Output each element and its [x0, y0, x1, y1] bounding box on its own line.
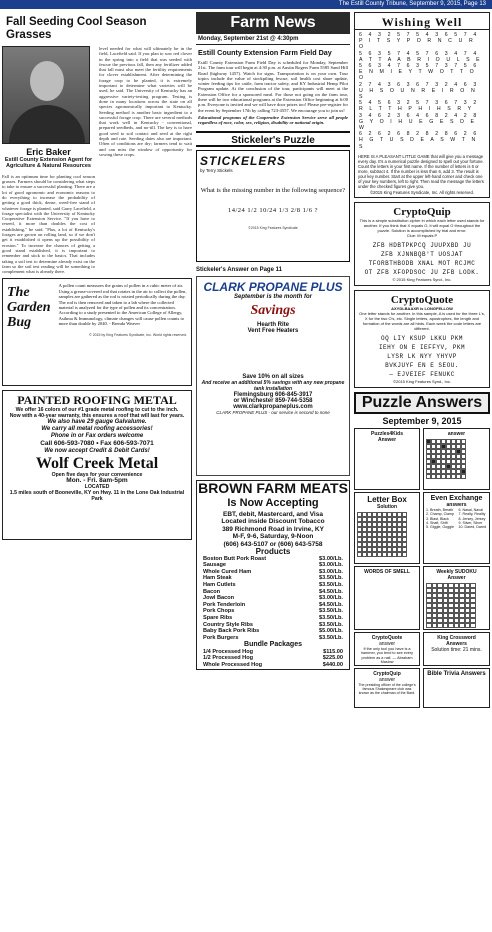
product-row	[197, 595, 349, 602]
wishing-well-copyright: ©2015 King Features Syndicate, Inc. All rights reserved.	[370, 189, 474, 195]
bundle-title: Bundle Packages	[244, 641, 302, 649]
bundle-row	[197, 662, 349, 669]
wishing-well-grid	[354, 30, 490, 152]
product-row	[197, 622, 349, 629]
roofing-line-2: Now with a 40-year warranty, this ensures a roof that will last for years.	[9, 413, 185, 420]
product-row	[197, 635, 349, 642]
cryptoquip-line: ZFB XJNNBQB'T UOSJAT	[380, 250, 463, 258]
product-row-name: Sausage	[203, 562, 227, 569]
product-row	[197, 608, 349, 615]
roofing-ad	[2, 390, 192, 540]
propane-name: CLARK PROPANE PLUS	[203, 279, 343, 294]
even-exchange-item: 9. Silver, Sliver	[458, 521, 483, 526]
column-1	[2, 12, 192, 540]
cryptoquote-line: IEHY ON E IEFFYV, PKM	[378, 343, 466, 351]
propane-phone-1: Flemingsburg 606-845-3917	[233, 391, 313, 398]
cryptoquip-line: OT ZFB XFOPDSOC JU ZFB LODK.	[364, 268, 480, 276]
king-crossword-sub: Answers	[446, 640, 467, 647]
brown-products-title: Products	[255, 547, 291, 557]
product-row-name: Ham Cutlets	[203, 581, 236, 588]
wishing-well-row: R L T T H P H I H S R Y	[359, 106, 474, 113]
author-name: Eric Baker	[26, 147, 71, 157]
wishing-well-row: 3 4 6 2 3 6 4 6 8 2 4 2 8	[359, 112, 479, 119]
bundle-row-price: $225.00	[322, 655, 343, 662]
product-row-price: $3.50/Lb.	[319, 581, 343, 588]
even-exchange-item: 2. Champ, Clamp	[426, 512, 454, 517]
product-row-name: Bacon	[203, 588, 221, 595]
garden-copyright: © 2015 by King Features Syndicate, Inc. World rights reserved.	[89, 332, 187, 337]
even-exchange-title: Even Exchange	[430, 494, 483, 502]
product-row	[197, 589, 349, 596]
product-row-price: $3.00/Lb.	[319, 562, 343, 569]
stickeler-byline: by Terry Stickels	[200, 167, 233, 173]
product-row-name: Spare Ribs	[203, 614, 233, 621]
king-crossword-answer	[423, 632, 490, 666]
letterbox-grid	[357, 512, 417, 557]
brown-address: 389 Richmond Road in Irvine, KY	[222, 525, 324, 533]
king-crossword-title: King Crossword	[437, 634, 476, 641]
bundle-row-name: 1/4 Processed Hog	[203, 648, 254, 655]
puzzle-answers-date: September 9, 2015	[382, 415, 462, 426]
even-exchange-item: 5. Giggle, Goggle	[426, 525, 454, 530]
even-exchange-answer	[423, 492, 490, 564]
brown-hours: M-F, 9-6, Saturday, 9-Noon	[232, 533, 314, 541]
author-byline	[2, 147, 95, 170]
cryptoquip-answer-text: The presiding officer of the college's famous Shakespeare club was known as the chairman of the Bard.	[358, 682, 416, 696]
article-text-left: Fall is an optimum time for planting cool season grasses. Farmers should be considering what steps to take to ensure a successful planting. There are a lot of good agronomic and economic reasons to do everything to increase the probability of getting a good thick, dense, weed-free stand of whatever forage is planted, said Garry Lacefield, a forage specialist with the University of Kentucky Cooperative Extension Service. "If you have to reseed, it more than doubles the cost of establishing," he said. "Plus, a lot of Kentucky's forages are grown on rolling land, so if we don't get it established it opens up the possibility of erosion." To increase the chances of getting a good stand established, it is important to remember and stick to the basics. That includes taking a soil test to determine already exist on the farm so the soil test reading will be something to complement what is already there.	[2, 173, 95, 275]
roofing-located: LOCATED	[84, 484, 110, 491]
wishing-well-row: 6 4 3 2 5 7 5 4 3 6 5 7 4	[359, 32, 479, 38]
product-row	[197, 556, 349, 563]
bible-trivia-title: Bible Trivia Answers	[427, 670, 486, 677]
masthead: The Estill County Tribune, September 9, 2015, Page 13	[0, 0, 492, 9]
cryptoquote-title: CryptoQuote	[390, 293, 454, 306]
product-row	[197, 575, 349, 582]
wishing-well-row: 5 4 5 6 3 2 5 7 3 6 7 3 2	[359, 100, 479, 107]
puzzles4kids-sub: Answer	[377, 436, 397, 443]
product-row-price: $3.50/Lb.	[319, 614, 343, 621]
product-row	[197, 569, 349, 576]
cryptoquote-instructions: One letter stands for another. In this sample, A is used for the three L's, X for the two O's, etc. Single letters, apostrophes, the length and formation of the words are all hints. Each week the code letters are different.	[359, 310, 485, 331]
article-body	[2, 46, 192, 274]
brown-location: Located inside Discount Tobacco	[221, 518, 325, 526]
sudoku-sub: Answer	[447, 574, 466, 581]
stickeler-sequence: 14/24 1/2 10/24 1/3 2/8 1/6 ?	[228, 206, 318, 214]
product-row-name: Jowl Bacon	[203, 595, 235, 602]
farm-date: Monday, September 21st @ 4:30pm	[196, 34, 350, 45]
even-exchange-item: 3. Blast, Black	[426, 516, 449, 521]
wishing-well-row: 5 6 3 4 7 6 3 5 7 3 7 5 6	[359, 63, 479, 70]
wishing-well-row: G Y O I H U E G E S D E W	[359, 118, 477, 132]
propane-receive: And receive an additional 5% savings with any new propane tank installation	[201, 379, 345, 392]
product-row	[197, 628, 349, 635]
cryptoquote-key: AXYDLBAAXR is LONGFELLOW	[391, 305, 453, 311]
stickeler-logo: STICKELERS	[200, 153, 287, 168]
product-row-price: $4.50/Lb.	[319, 588, 343, 595]
wishing-well-row: 5 6 3 5 7 4 5 7 6 3 4 7 4	[359, 50, 479, 57]
wishing-well-title: Wishing Well	[354, 12, 490, 30]
cryptoquip-instructions: This is a simple substitution cipher in which each letter used stands for another. If you think that X equals O, it will equal O throughout the puzzle. Solution is accomplished by trial and error.	[359, 217, 485, 233]
propane-save: Save 10% on all sizes	[242, 373, 304, 380]
cryptoquote-answer-text: If the only tool you have is a hammer, you tend to see every problem as a nail. — Abraham Maslow	[360, 646, 414, 665]
wishing-well-row: A T T A A B R I O U L S E	[359, 56, 483, 63]
roofing-company: Wolf Creek Metal	[35, 455, 159, 473]
product-row-name: Pork Chops	[203, 608, 235, 615]
wishing-well-instructions: HERE IS A PLEASANT LITTLE GAME that will give you a message every day. It's a numerical puzzle designed to spell out your fortune. Count the letters in your first name. If the number of letters is 6 or more, subtract 4. If the number is less than 6, add 3. The result is your key number. Start at the upper left-hand corner and check one of your key numbers, left to right. Then read the message the letters under the checked figures give you.	[358, 153, 484, 189]
farm-note: Educational programs of the Cooperative Extension Service serve all people regardless of race, color, sex, religion, disability or national origin.	[198, 114, 348, 126]
propane-item-2: Vent Free Heaters	[247, 327, 299, 334]
bundle-row	[197, 655, 349, 662]
cryptoquote-answer-sub: answer	[378, 640, 396, 647]
brown-sub: Is Now Accepting	[227, 496, 319, 509]
product-row-price: $3.50/Lb.	[319, 621, 343, 628]
column-3	[354, 12, 490, 708]
roofing-address: 1.5 miles south of Booneville, KY on Hwy. 11 in the Lone Oak Industrial Park	[9, 490, 185, 503]
product-row-name: Country Style Ribs	[203, 621, 254, 628]
article-headline: Fall Seeding Cool Season Grasses	[6, 16, 147, 41]
bundle-row	[197, 649, 349, 656]
grid-cell	[470, 623, 476, 628]
bundle-row-price: $115.00	[323, 648, 343, 655]
grid-cell	[461, 474, 466, 479]
wishing-well-row: P I T S Y P O R N C U R O	[359, 38, 476, 51]
stickeler-box	[196, 150, 350, 262]
cryptoquote-copyright: ©2015 King Features Synd., Inc.	[393, 378, 451, 384]
product-row-name: Whole Cured Ham	[203, 568, 252, 575]
wishing-well-row: 6 2 6 2 6 8 2 8 2 8 6 2 6	[359, 131, 479, 138]
product-row	[197, 615, 349, 622]
product-row-price: $3.50/Lb.	[319, 575, 343, 582]
wishing-well-row: U H S O U N R E I R O N S	[359, 87, 478, 101]
propane-savings: Savings	[250, 302, 296, 318]
garden-bug-text: A pollen count measures the grains of pollen in a cubic meter of air. Using a grease-covered rod that rotates in the air to collect the pollen, samples are gathered as the rod is rotated periodically during the day. The rod is then removed and taken to a lab where the collected material is analyzed for the type of pollen and its concentration. According to a study presented to the American College of Allergy, Asthma & Immunology, climate changes will cause pollen counts to more than double by 2040. - Brenda Weaver	[58, 283, 187, 327]
cryptoquote-code	[358, 334, 486, 379]
cryptoquip-answer-sub: answer	[378, 676, 396, 683]
author-photo	[2, 46, 90, 144]
wishing-well-row: H G T U S D E A S W T N S	[359, 137, 478, 150]
fearless-sub: answer	[447, 430, 466, 437]
cryptoquip-line: TFORBTHBODB XNAL MOT RCJMC	[368, 259, 476, 267]
farm-body: Estill County Extension Farm Field Day is scheduled for Monday, September 21st. The farm tour will begin at 4:30 p.m. at Austin Rogers Farm 5585 Sand Hill Road (highway 1457). Watch for signs. Transportation is on your own. Tour topics include the value of stockpiling fescue, soil health cost share update, winter feeding tips for cattle, farm tractor safety, and KY Industrial Hemp Pilot Program update. At the conclusion of the tour, participants will meet at the Extension Office for a sponsored meal. For those not going on the farm tour, there will be two educational programs at the Extension Office beginning at 6:00 p.m. Everyone is invited and we will have door prizes too! Please pre-register for the event by September 17th by calling 723-4557. We encourage you to join us!	[198, 60, 348, 113]
sudoku-title: Weekly SUDOKU	[436, 568, 477, 575]
bundle-row-name: Whole Processed Hog	[203, 661, 263, 668]
farm-news-title: Farm News	[196, 12, 350, 34]
crossword-mini-grid	[426, 439, 487, 479]
puzzles4kids-answer	[354, 428, 420, 490]
brown-title: BROWN FARM MEATS	[198, 479, 348, 496]
words-of-smell-answer	[354, 566, 420, 630]
garden-bug-box	[2, 278, 192, 386]
puzzles4kids-title: Puzzles4Kids	[371, 430, 403, 437]
product-row-price: $4.50/Lb.	[319, 601, 343, 608]
cryptoquip-answer-title: CryptoQuip	[373, 670, 401, 677]
brown-phone: (606) 643-5107 or (606) 643-5758	[223, 540, 323, 548]
product-row-price: $3.00/Lb.	[319, 568, 343, 575]
cryptoquip-box	[354, 202, 490, 286]
product-row-price: $3.50/Lb.	[319, 634, 343, 641]
letterbox-sub: Solution	[377, 503, 397, 510]
farm-headline: Estill County Extension Farm Field Day	[198, 48, 332, 57]
even-exchange-item: 7. Realty, Reality	[458, 512, 486, 517]
product-list	[197, 556, 349, 642]
propane-item: Hearth Rite	[256, 321, 289, 328]
product-row-price: $3.00/Lb.	[319, 595, 343, 602]
grid-cell	[402, 552, 407, 557]
cryptoquip-title: CryptoQuip	[393, 205, 451, 218]
bundle-list	[197, 649, 349, 669]
even-exchange-item: 4. Shaft, Shift	[426, 521, 448, 526]
fearless-answer	[423, 428, 490, 490]
stickeler-answer-note: Stickeler's Answer on Page 11	[196, 266, 282, 273]
cryptoquote-box	[354, 290, 490, 388]
brown-cards: EBT, debit, Mastercard, and Visa	[223, 510, 323, 518]
wishing-well-row: E N M I E Y T W O T T O O	[359, 69, 477, 82]
propane-web: www.clarkpropaneplus.com	[233, 403, 313, 410]
roofing-line-4: We carry all metal roofing accessories!	[41, 426, 153, 433]
author-title: Estill County Extension Agent for Agriculture & Natural Resources	[4, 157, 93, 170]
wishing-well-text	[354, 152, 490, 198]
product-row-price: $5.00/Lb.	[319, 628, 343, 635]
product-row-price: $3.50/Lb.	[319, 608, 343, 615]
roofing-line-1: We offer 16 colors of our #1 grade metal roofing to cut to the inch.	[15, 407, 179, 414]
cryptoquote-line: LYSR LK NYY YHYVP	[387, 352, 457, 360]
product-row-name: Pork Burgers	[203, 634, 239, 641]
even-exchange-item: 1. Breath, Breath	[426, 507, 454, 512]
sudoku-answer	[423, 566, 490, 630]
propane-month: September is the month for	[233, 293, 312, 300]
propane-phone-2: or Winchester 859-744-5358	[233, 397, 313, 404]
product-row-name: Baby Back Pork Ribs	[203, 628, 260, 635]
cryptoquip-code	[358, 241, 486, 277]
puzzle-answers-title: Puzzle Answers	[354, 392, 490, 414]
product-row-price: $3.00/Lb.	[319, 555, 343, 562]
letterbox-answer	[354, 492, 420, 564]
propane-ad	[196, 276, 350, 476]
even-exchange-item: 6. Nasal, Naval	[458, 507, 483, 512]
roofing-line-6: We now accept Credit & Debit Cards!	[44, 448, 150, 455]
brown-farm-ad	[196, 480, 350, 670]
cryptoquote-line: BVKJUYF EN E SEOU.	[385, 361, 459, 369]
wishing-well-row: 2 7 4 3 6 3 6 7 3 2 4 6 3	[359, 81, 479, 88]
stickeler-question: What is the missing number in the following sequence?	[200, 186, 346, 194]
column-2	[196, 12, 350, 670]
sudoku-grid	[426, 583, 487, 628]
words-of-smell-title: WORDS OF SMELL	[364, 568, 410, 575]
cryptoquote-answer	[354, 632, 420, 666]
roofing-days: Mon. - Fri. 8am-5pm	[66, 477, 128, 485]
product-row	[197, 562, 349, 569]
letterbox-title: Letter Box	[367, 494, 407, 504]
roofing-title: PAINTED ROOFING METAL	[17, 393, 177, 408]
garden-bug-logo: The Garden Bug	[7, 285, 51, 331]
cryptoquote-answer-title: CryptoQuote	[371, 634, 403, 641]
bible-trivia-answer	[423, 668, 490, 708]
bundle-row-price: $440.00	[322, 661, 343, 668]
stickeler-copyright: ©2015 King Features Syndicate	[248, 225, 298, 230]
product-row-name: Pork Tenderloin	[203, 601, 246, 608]
even-exchange-sub: answers	[446, 501, 467, 508]
roofing-phone: Call 606-593-7080 • Fax 606-593-7071	[40, 440, 154, 448]
even-exchange-item: 10. Dared, Dared	[458, 525, 487, 530]
cryptoquote-line: — EJVEIEF FENUKC	[389, 370, 455, 378]
cryptoquote-line: OQ LIY KSUP LKKU PKM	[380, 334, 463, 342]
bundle-row-name: 1/2 Processed Hog	[203, 655, 254, 662]
propane-slogan: CLARK PROPANE PLUS - our service is second to none	[216, 409, 330, 415]
roofing-hours: Open five days for your convenience	[51, 472, 143, 479]
article-text-right: level needed for what will ultimately be in the field, Lacefield said. If you plan to sow red clover in the spring into a field that was seeded with fescue the previous fall, then any fertilizer added that fall must also meet the fertility requirements for clover establishment. After determining the forage crop to be planted, it is extremely important to determine what varieties will be used, he said. The University of Kentucky has an aggressive variety-testing program. Testing is done in many locations across the state on all species agronomically important to Kentucky. Seeding method is another basic ingredient to a successful forage crop. There are several methods that work well in Kentucky - conventional, prepared seedbeds, and no-till. The key is to have good seed to soil contact and seed at the right depth and rate. Seeding dates also are important. Often of conditions are dry; farmers tend to wait and can miss the window of opportunity for sowing these crops.	[99, 46, 192, 157]
even-exchange-item: 8. Jersey, Jersey	[458, 516, 486, 521]
product-row-name: Boston Butt Pork Roast	[203, 555, 267, 562]
king-crossword-time: Solution time: 21 mins.	[431, 646, 482, 653]
roofing-line-3: We also have 29 gauge Galvalume.	[47, 419, 147, 426]
cryptoquip-copyright: © 2015 King Features Synd., Inc.	[392, 276, 452, 282]
product-row-name: Ham Steak	[203, 575, 232, 582]
even-exchange-list	[426, 508, 487, 530]
product-row	[197, 602, 349, 609]
stickeler-header: Stickeler's Puzzle	[196, 131, 350, 147]
cryptoquip-line: ZFB HDBTPKPCQ JUUPXBD JU	[372, 241, 472, 249]
cryptoquip-clue: Clue: M equals P	[406, 232, 438, 238]
roofing-line-5: Phone in or Fax orders welcome	[50, 433, 144, 440]
cryptoquip-answer	[354, 668, 420, 708]
product-row	[197, 582, 349, 589]
